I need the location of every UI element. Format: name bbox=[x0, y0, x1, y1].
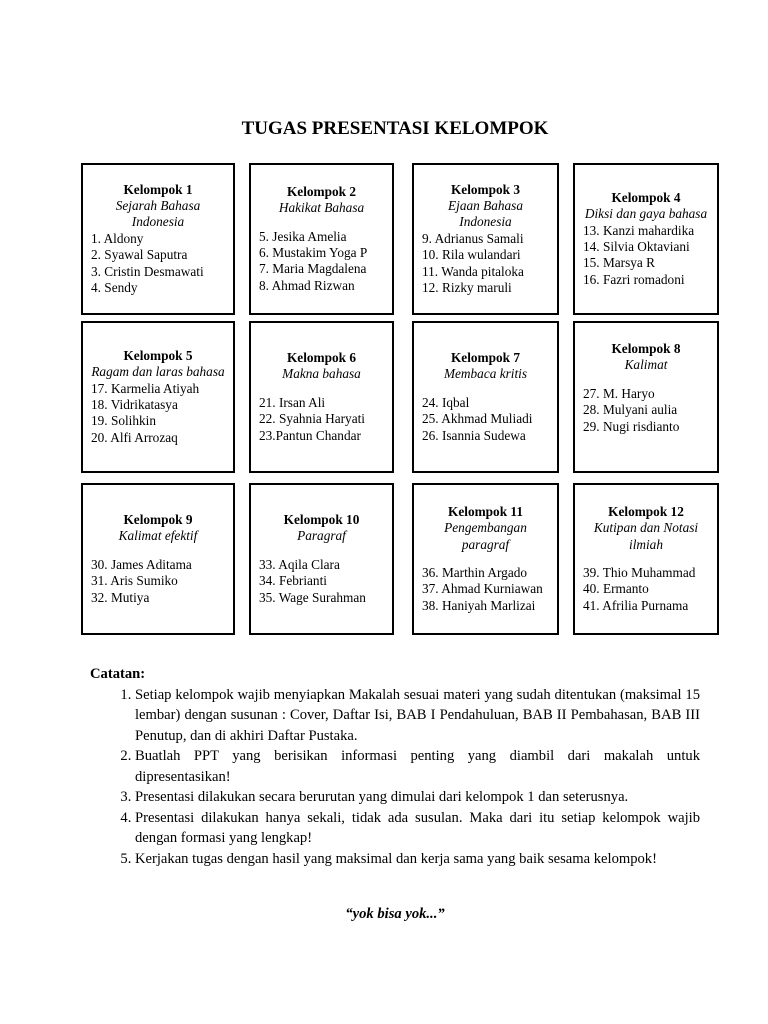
group-name: Kelompok 9 bbox=[123, 511, 193, 527]
group-name: Kelompok 2 bbox=[286, 183, 357, 199]
notes-item: 2. Buatlah PPT yang berisikan informasi penting yang diambil dari makalah untuk dipresentasikan! bbox=[135, 746, 700, 787]
group-topic: Diksi dan gaya bahasa bbox=[584, 206, 708, 222]
group-topic: Hakikat Bahasa bbox=[278, 200, 365, 216]
group-name: Kelompok 6 bbox=[286, 349, 357, 365]
group-member: 4. Sendy bbox=[91, 280, 138, 296]
group-member: 7. Maria Magdalena bbox=[259, 261, 367, 277]
group-card bbox=[249, 321, 394, 473]
group-name: Kelompok 5 bbox=[123, 347, 193, 363]
group-name: Kelompok 4 bbox=[611, 189, 681, 205]
group-card bbox=[81, 163, 235, 315]
group-card bbox=[573, 163, 719, 315]
group-member: 34. Febrianti bbox=[259, 573, 327, 589]
group-card bbox=[412, 483, 559, 635]
group-member: 41. Afrilia Purnama bbox=[583, 597, 689, 613]
group-member: 39. Thio Muhammad bbox=[583, 565, 696, 580]
group-member: 17. Karmelia Atiyah bbox=[91, 380, 200, 396]
group-name: Kelompok 1 bbox=[123, 181, 193, 197]
group-card bbox=[573, 483, 719, 635]
group-member: 23.Pantun Chandar bbox=[259, 427, 361, 443]
group-card bbox=[81, 321, 235, 473]
group-topic: Makna bahasa bbox=[282, 366, 361, 382]
group-topic: Membaca kritis bbox=[443, 366, 528, 382]
group-member: 11. Wanda pitaloka bbox=[422, 263, 524, 279]
notes-section bbox=[90, 664, 700, 869]
group-topic: Pengembangan paragraf bbox=[444, 520, 527, 552]
group-member: 33. Aqila Clara bbox=[259, 556, 340, 572]
group-member: 36. Marthin Argado bbox=[422, 565, 528, 580]
group-member: 14. Silvia Oktaviani bbox=[583, 239, 690, 254]
group-card bbox=[412, 163, 559, 315]
group-member: 5. Jesika Amelia bbox=[259, 228, 347, 244]
group-member: 35. Wage Surahman bbox=[259, 589, 366, 605]
group-member: 3. Cristin Desmawati bbox=[91, 263, 204, 279]
group-member: 8. Ahmad Rizwan bbox=[259, 277, 355, 293]
group-member: 18. Vidrikatasya bbox=[91, 397, 178, 412]
group-member: 12. Rizky maruli bbox=[422, 280, 512, 296]
group-member: 37. Ahmad Kurniawan bbox=[422, 581, 543, 597]
closing-quote: “yok bisa yok...” bbox=[345, 906, 445, 922]
group-topic: Paragraf bbox=[297, 528, 346, 544]
page-title: TUGAS PRESENTASI KELOMPOK bbox=[241, 118, 549, 139]
group-member: 19. Solihkin bbox=[91, 413, 157, 429]
group-topic: Ejaan Bahasa Indonesia bbox=[448, 197, 523, 230]
group-member: 6. Mustakim Yoga P bbox=[259, 245, 368, 260]
notes-item: 4. Presentasi dilakukan hanya sekali, tidak ada susulan. Maka dari itu setiap kelompok wajib dengan formasi yang lengkap! bbox=[135, 808, 700, 849]
notes-item: 5. Kerjakan tugas dengan hasil yang maksimal dan kerja sama yang baik sesama kelompok! bbox=[135, 849, 700, 870]
group-topic: Kutipan dan Notasi ilmiah bbox=[593, 520, 699, 552]
group-member: 25. Akhmad Muliadi bbox=[422, 411, 533, 427]
group-member: 40. Ermanto bbox=[583, 581, 649, 597]
group-member: 16. Fazri romadoni bbox=[583, 271, 685, 287]
group-member: 31. Aris Sumiko bbox=[91, 573, 178, 589]
group-card bbox=[573, 321, 719, 473]
group-card bbox=[249, 163, 394, 315]
group-topic: Kalimat bbox=[624, 357, 668, 373]
group-member: 21. Irsan Ali bbox=[259, 394, 326, 410]
notes-item: 3. Presentasi dilakukan secara berurutan yang dimulai dari kelompok 1 dan seterusnya. bbox=[135, 787, 700, 808]
group-card bbox=[412, 321, 559, 473]
group-name: Kelompok 3 bbox=[450, 181, 521, 197]
notes-label: Catatan: bbox=[90, 666, 146, 682]
group-member: 10. Rila wulandari bbox=[422, 247, 521, 263]
group-member: 22. Syahnia Haryati bbox=[259, 411, 365, 427]
group-member: 15. Marsya R bbox=[583, 255, 656, 271]
group-card bbox=[81, 483, 235, 635]
group-member: 38. Haniyah Marlizai bbox=[422, 597, 536, 613]
group-member: 29. Nugi risdianto bbox=[583, 418, 680, 434]
group-name: Kelompok 12 bbox=[608, 503, 684, 519]
group-topic: Sejarah Bahasa Indonesia bbox=[115, 197, 201, 230]
group-member: 27. M. Haryo bbox=[583, 385, 655, 401]
group-member: 20. Alfi Arrozaq bbox=[91, 429, 178, 445]
group-topic: Kalimat efektif bbox=[118, 528, 198, 544]
group-name: Kelompok 11 bbox=[448, 503, 523, 519]
notes-item: 1. Setiap kelompok wajib menyiapkan Makalah sesuai materi yang sudah ditentukan (maksimal 15 lembar) dengan susunan : Cover, Daftar Isi, BAB I Pendahuluan, BAB II Pembahasan, BAB III Penutup, dan di akhiri Daftar Pustaka. bbox=[135, 685, 700, 747]
group-member: 30. James Aditama bbox=[91, 556, 192, 572]
group-card bbox=[249, 483, 394, 635]
group-member: 1. Aldony bbox=[91, 230, 144, 246]
group-member: 24. Iqbal bbox=[422, 394, 470, 410]
group-name: Kelompok 10 bbox=[283, 511, 360, 527]
group-member: 9. Adrianus Samali bbox=[422, 230, 524, 246]
group-name: Kelompok 7 bbox=[450, 349, 521, 365]
group-member: 28. Mulyani aulia bbox=[583, 402, 678, 418]
group-member: 2. Syawal Saputra bbox=[91, 247, 188, 263]
group-name: Kelompok 8 bbox=[611, 341, 681, 356]
group-member: 13. Kanzi mahardika bbox=[583, 222, 695, 238]
group-member: 26. Isannia Sudewa bbox=[422, 427, 526, 443]
notes-list bbox=[90, 685, 700, 870]
group-member: 32. Mutiya bbox=[91, 589, 150, 605]
group-topic: Ragam dan laras bahasa bbox=[91, 364, 225, 380]
